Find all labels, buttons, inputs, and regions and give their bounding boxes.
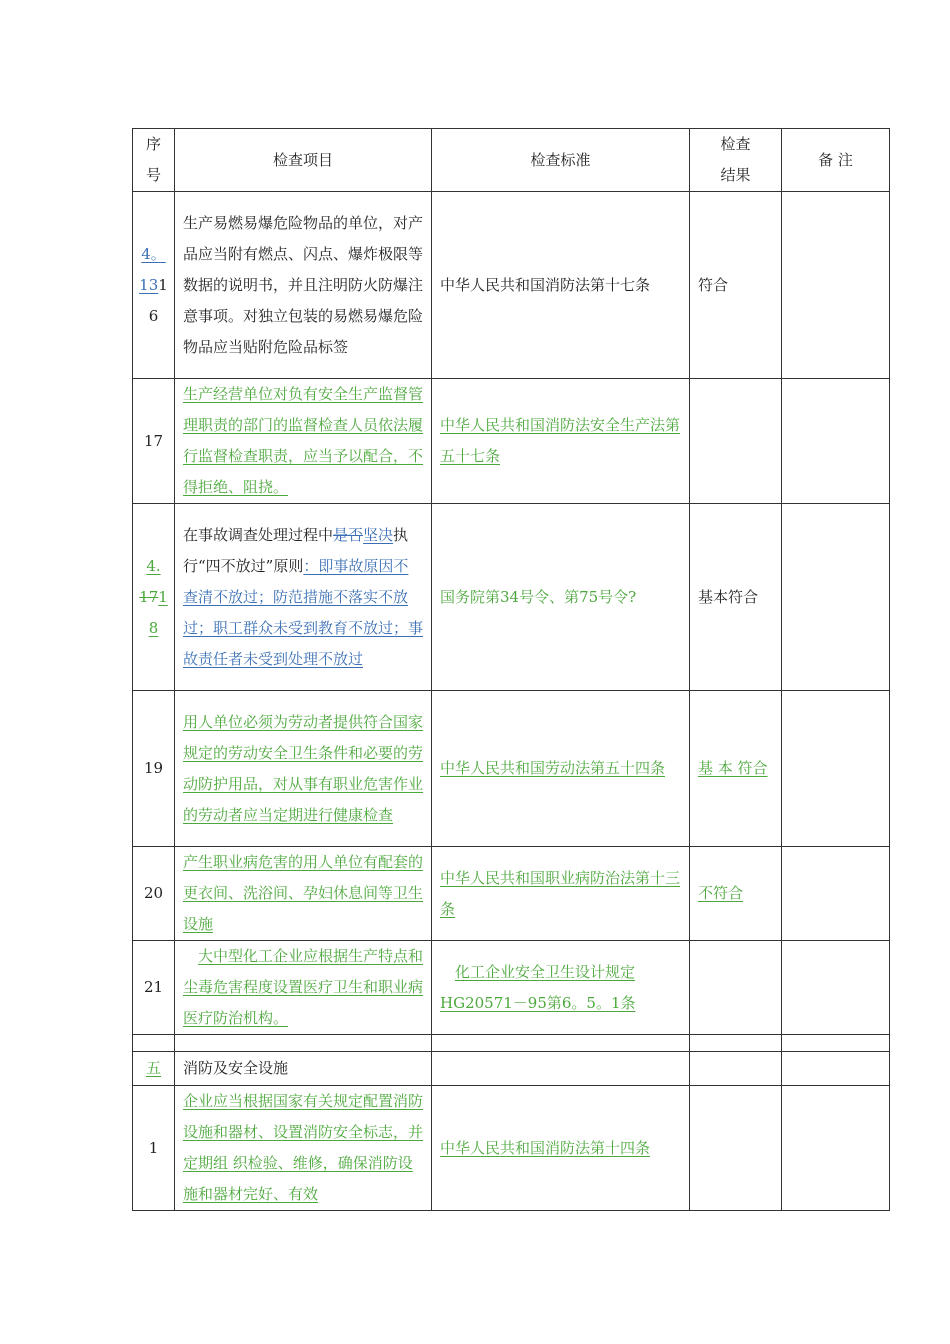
header-standard: 检查标准: [432, 129, 690, 192]
seq-part: 1: [158, 587, 168, 606]
table-row: [133, 941, 890, 1035]
row-standard: 中华人民共和国消防法第十四条: [432, 1086, 690, 1211]
row-standard: 中华人民共和国消防法安全生产法第五十七条: [432, 379, 690, 504]
table-row: [133, 1086, 890, 1211]
row-seq: 1: [133, 1086, 175, 1211]
header-result-line1: 检查: [720, 135, 751, 153]
empty-cell: [690, 1035, 782, 1052]
inspection-table: [132, 128, 890, 1211]
row-result: [690, 379, 782, 504]
row-item: 生产易燃易爆危险物品的单位，对产品应当附有燃点、闪点、爆炸极限等数据的说明书，并且注明防火防爆注意事项。对独立包装的易燃易爆危险物品应当贴附危险品标签: [175, 192, 432, 379]
seq-part: 1: [158, 275, 168, 294]
table-row: [133, 847, 890, 941]
seq-part: 4。: [141, 244, 166, 263]
row-seq: [133, 192, 175, 379]
seq-part: 8: [148, 618, 159, 637]
row-remark: [782, 691, 890, 847]
header-seq-line1: 序: [145, 135, 161, 153]
table-row: [133, 691, 890, 847]
row-item: 生产经营单位对负有安全生产监督管理职责的部门的监督检查人员依法履行监督检查职责，应当予以配合，不得拒绝、阻挠。: [175, 379, 432, 504]
section-seq: 五: [133, 1052, 175, 1086]
row-seq: 21: [133, 941, 175, 1035]
row-remark: [782, 941, 890, 1035]
row-standard: 中华人民共和国职业病防治法第十三条: [432, 847, 690, 941]
header-result-line2: 结果: [720, 166, 751, 184]
row-item: 用人单位必须为劳动者提供符合国家规定的劳动安全卫生条件和必要的劳动防护用品，对从事有职业危害作业的劳动者应当定期进行健康检查: [175, 691, 432, 847]
item-text-deleted: 是否: [333, 525, 364, 544]
row-remark: [782, 192, 890, 379]
row-item: [175, 504, 432, 691]
row-remark: [782, 379, 890, 504]
table-row: [133, 379, 890, 504]
row-result: 基 本 符合: [690, 691, 782, 847]
table-row: [133, 192, 890, 379]
row-standard: 国务院第34号令、第75号令?: [432, 504, 690, 691]
header-item: 检查项目: [175, 129, 432, 192]
item-text-inserted: ：即事故原因不查清不放过；防范措施不落实不放过；职工群众未受到教育不放过；事故责任者未受到处理不放过: [183, 556, 424, 668]
row-seq: [133, 504, 175, 691]
empty-cell: [782, 1035, 890, 1052]
header-seq-line2: 号: [145, 166, 161, 184]
empty-cell: [690, 1052, 782, 1086]
row-result: 符合: [690, 192, 782, 379]
empty-cell: [133, 1035, 175, 1052]
row-remark: [782, 1086, 890, 1211]
table-row: [133, 504, 890, 691]
header-result: [690, 129, 782, 192]
row-remark: [782, 847, 890, 941]
row-result: [690, 1086, 782, 1211]
empty-cell: [432, 1052, 690, 1086]
seq-part: 13: [139, 275, 159, 294]
row-item: 大中型化工企业应根据生产特点和尘毒危害程度设置医疗卫生和职业病医疗防治机构。: [175, 941, 432, 1035]
row-result: [690, 941, 782, 1035]
empty-cell: [175, 1035, 432, 1052]
row-seq: 19: [133, 691, 175, 847]
row-standard: 中华人民共和国劳动法第五十四条: [432, 691, 690, 847]
item-text: 执行“四不放过”原则: [183, 525, 409, 575]
seq-part: 6: [148, 306, 159, 325]
seq-part: 17: [139, 587, 159, 606]
header-seq: [133, 129, 175, 192]
row-result: 不符合: [690, 847, 782, 941]
row-item: 产生职业病危害的用人单位有配套的更衣间、洗浴间、孕妇休息间等卫生设施: [175, 847, 432, 941]
row-remark: [782, 504, 890, 691]
row-standard: 化工企业安全卫生设计规定HG20571－95第6。5。1条: [432, 941, 690, 1035]
header-remark: 备 注: [782, 129, 890, 192]
row-result: 基本符合: [690, 504, 782, 691]
row-standard: 中华人民共和国消防法第十七条: [432, 192, 690, 379]
row-item: 企业应当根据国家有关规定配置消防设施和器材、设置消防安全标志，并定期组 织检验、维修，确保消防设施和器材完好、有效: [175, 1086, 432, 1211]
empty-row: [133, 1035, 890, 1052]
header-row: [133, 129, 890, 192]
seq-part: 4.: [146, 556, 161, 575]
empty-cell: [782, 1052, 890, 1086]
section-title: 消防及安全设施: [175, 1052, 432, 1086]
item-text: 在事故调查处理过程中: [183, 525, 334, 544]
empty-cell: [432, 1035, 690, 1052]
item-text-inserted: 坚决: [363, 525, 394, 544]
row-seq: 17: [133, 379, 175, 504]
section-row: [133, 1052, 890, 1086]
row-seq: 20: [133, 847, 175, 941]
